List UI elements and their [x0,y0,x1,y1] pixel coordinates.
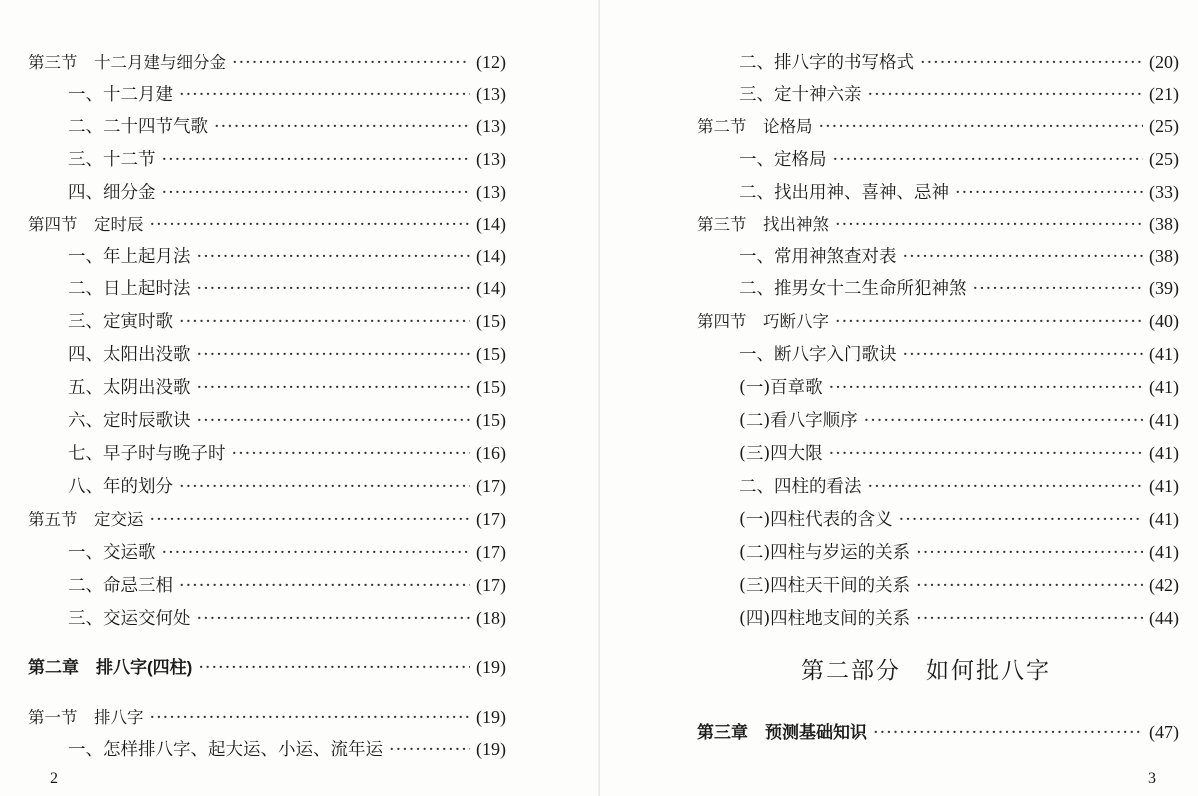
leader-dots [150,209,471,241]
right-page [599,0,1198,796]
toc-item-entry [68,536,506,568]
leader-dots [198,652,470,684]
toc-entry-title: 第二章 排八字(四柱) [28,658,193,677]
toc-section-entry [697,305,1179,337]
toc-entry-title: (三)四柱天干间的关系 [739,576,911,596]
toc-entry-title: 一、十二月建 [68,85,173,105]
toc-item-entry [68,110,506,142]
toc-item-entry [739,143,1179,175]
toc-entry-page: (17) [476,509,506,529]
toc-item-entry [739,46,1179,78]
leader-dots [903,241,1144,273]
toc-entry-title: (三)四大限 [739,444,823,464]
toc-entry-page: (39) [1149,278,1179,298]
leader-dots [179,471,470,503]
leader-dots [864,405,1143,437]
toc-entry-title: 第四节 巧断八字 [697,312,829,331]
toc-entry-page: (25) [1149,116,1179,136]
leader-dots [197,339,471,371]
leader-dots [214,111,470,143]
toc-entry-title: (一)百章歌 [739,378,823,398]
leader-dots [829,438,1143,470]
leader-dots [973,273,1144,305]
toc-entry-page: (41) [1149,476,1179,496]
toc-item-entry [739,437,1179,469]
toc-item-entry [739,78,1179,110]
toc-entry-page: (15) [476,344,506,364]
toc-entry-title: 第一节 排八字 [28,708,144,727]
toc-entry-page: (38) [1149,246,1179,266]
leader-dots [873,717,1143,749]
toc-section-entry [28,208,506,240]
toc-entry-title: 第三章 预测基础知识 [697,723,867,742]
toc-entry-title: 二、找出用神、喜神、忌神 [739,183,949,203]
toc-section-entry [28,46,506,78]
leader-dots [162,537,471,569]
toc-entry-page: (15) [476,311,506,331]
part-title: 第二部分 如何批八字 [801,657,1051,683]
toc-chapter-entry [697,716,1179,748]
toc-entry-page: (41) [1149,377,1179,397]
toc-entry-title: (四)四柱地支间的关系 [739,609,911,629]
leader-dots [835,209,1143,241]
toc-entry-page: (41) [1149,509,1179,529]
toc-entry-title: 一、年上起月法 [68,247,191,267]
toc-entry-page: (41) [1149,542,1179,562]
toc-entry-page: (41) [1149,443,1179,463]
toc-item-entry [739,240,1179,272]
leader-dots [197,405,471,437]
toc-item-entry [739,338,1179,370]
toc-entry-page: (20) [1149,52,1179,72]
toc-item-entry [68,602,506,634]
leader-dots [916,537,1143,569]
toc-entry-title: 第三节 找出神煞 [697,215,829,234]
leader-dots [819,111,1144,143]
toc-entry-page: (41) [1149,410,1179,430]
toc-entry-page: (14) [476,246,506,266]
toc-item-entry [68,272,506,304]
leader-dots [955,177,1143,209]
leader-dots [197,372,471,404]
toc-section-entry [697,110,1179,142]
toc-item-entry [739,503,1179,535]
leader-dots [197,241,471,273]
toc-entry-title: 一、断八字入门歌诀 [739,345,897,365]
toc-entry-page: (17) [476,476,506,496]
toc-entry-page: (42) [1149,575,1179,595]
leader-dots [150,702,471,734]
toc-entry-page: (25) [1149,149,1179,169]
toc-entry-title: 二、二十四节气歌 [68,117,208,137]
leader-dots [232,438,471,470]
leader-dots [868,79,1144,111]
leader-dots [835,306,1143,338]
leader-dots [903,339,1144,371]
toc-entry-page: (19) [476,657,506,677]
toc-entry-title: 二、排八字的书写格式 [739,53,914,73]
toc-item-entry [68,240,506,272]
toc-entry-title: 二、四柱的看法 [739,477,862,497]
toc-item-entry [739,602,1179,634]
toc-entry-title: 五、太阴出没歌 [68,378,191,398]
leader-dots [162,144,471,176]
toc-entry-title: (二)四柱与岁运的关系 [739,543,911,563]
toc-entry-title: 六、定时辰歌诀 [68,411,191,431]
toc-entry-page: (40) [1149,311,1179,331]
toc-entry-title: 第二节 论格局 [697,117,813,136]
toc-entry-title: 第三节 十二月建与细分金 [28,53,226,72]
toc-item-entry [68,143,506,175]
toc-item-entry [68,338,506,370]
leader-dots [179,570,470,602]
leader-dots [179,306,470,338]
toc-entry-page: (13) [476,116,506,136]
toc-entry-page: (14) [476,278,506,298]
toc-entry-page: (19) [476,707,506,727]
toc-entry-title: 一、常用神煞查对表 [739,247,897,267]
toc-section-entry [28,701,506,733]
toc-entry-title: 二、日上起时法 [68,279,191,299]
toc-entry-title: 一、怎样排八字、起大运、小运、流年运 [68,740,383,760]
toc-entry-page: (33) [1149,182,1179,202]
toc-chapter-entry [28,651,506,683]
toc-item-entry [68,470,506,502]
toc-item-entry [739,536,1179,568]
toc-item-entry [739,569,1179,601]
leader-dots [833,144,1144,176]
toc-entry-title: 八、年的划分 [68,477,173,497]
toc-entry-title: 第四节 定时辰 [28,215,144,234]
page-number: 3 [1148,770,1156,787]
toc-item-entry [68,305,506,337]
toc-section-entry [28,503,506,535]
leader-dots [899,504,1143,536]
toc-entry-page: (19) [476,739,506,759]
leader-dots [389,734,470,766]
toc-item-entry [739,470,1179,502]
leader-dots [829,372,1143,404]
toc-entry-page: (18) [476,608,506,628]
toc-entry-title: 四、细分金 [68,183,156,203]
toc-entry-title: (二)看八字顺序 [739,411,858,431]
leader-dots [179,79,470,111]
toc-item-entry [68,733,506,765]
toc-entry-title: 三、十二节 [68,150,156,170]
toc-item-entry [739,272,1179,304]
toc-entry-page: (12) [476,52,506,72]
toc-entry-title: 三、定寅时歌 [68,312,173,332]
toc-item-entry [68,176,506,208]
toc-entry-page: (38) [1149,214,1179,234]
toc-item-entry [68,371,506,403]
toc-entry-title: 一、交运歌 [68,543,156,563]
toc-item-entry [68,404,506,436]
toc-entry-page: (13) [476,149,506,169]
toc-item-entry [68,569,506,601]
toc-item-entry [68,437,506,469]
toc-section-entry [697,208,1179,240]
leader-dots [197,603,471,635]
toc-entry-title: 二、推男女十二生命所犯神煞 [739,279,967,299]
toc-entry-title: 第五节 定交运 [28,510,144,529]
toc-entry-page: (14) [476,214,506,234]
toc-entry-page: (16) [476,443,506,463]
toc-entry-page: (15) [476,377,506,397]
leader-dots [868,471,1144,503]
toc-entry-title: (一)四柱代表的含义 [739,510,893,530]
leader-dots [920,47,1143,79]
toc-entry-title: 三、交运交何处 [68,609,191,629]
toc-item-entry [739,176,1179,208]
toc-entry-title: 四、太阳出没歌 [68,345,191,365]
toc-entry-title: 一、定格局 [739,150,827,170]
toc-item-entry [68,78,506,110]
toc-item-entry [739,404,1179,436]
leader-dots [916,570,1143,602]
toc-entry-page: (17) [476,542,506,562]
page-number: 2 [50,770,58,787]
leader-dots [162,177,471,209]
toc-entry-title: 二、命忌三相 [68,576,173,596]
leader-dots [916,603,1143,635]
leader-dots [197,273,471,305]
toc-entry-title: 三、定十神六亲 [739,85,862,105]
toc-entry-page: (44) [1149,608,1179,628]
toc-item-entry [739,371,1179,403]
toc-entry-page: (13) [476,182,506,202]
toc-entry-page: (21) [1149,84,1179,104]
leader-dots [232,47,470,79]
leader-dots [150,504,471,536]
toc-entry-page: (15) [476,410,506,430]
toc-entry-page: (41) [1149,344,1179,364]
toc-entry-page: (13) [476,84,506,104]
toc-entry-page: (17) [476,575,506,595]
toc-entry-title: 七、早子时与晚子时 [68,444,226,464]
toc-entry-page: (47) [1149,722,1179,742]
